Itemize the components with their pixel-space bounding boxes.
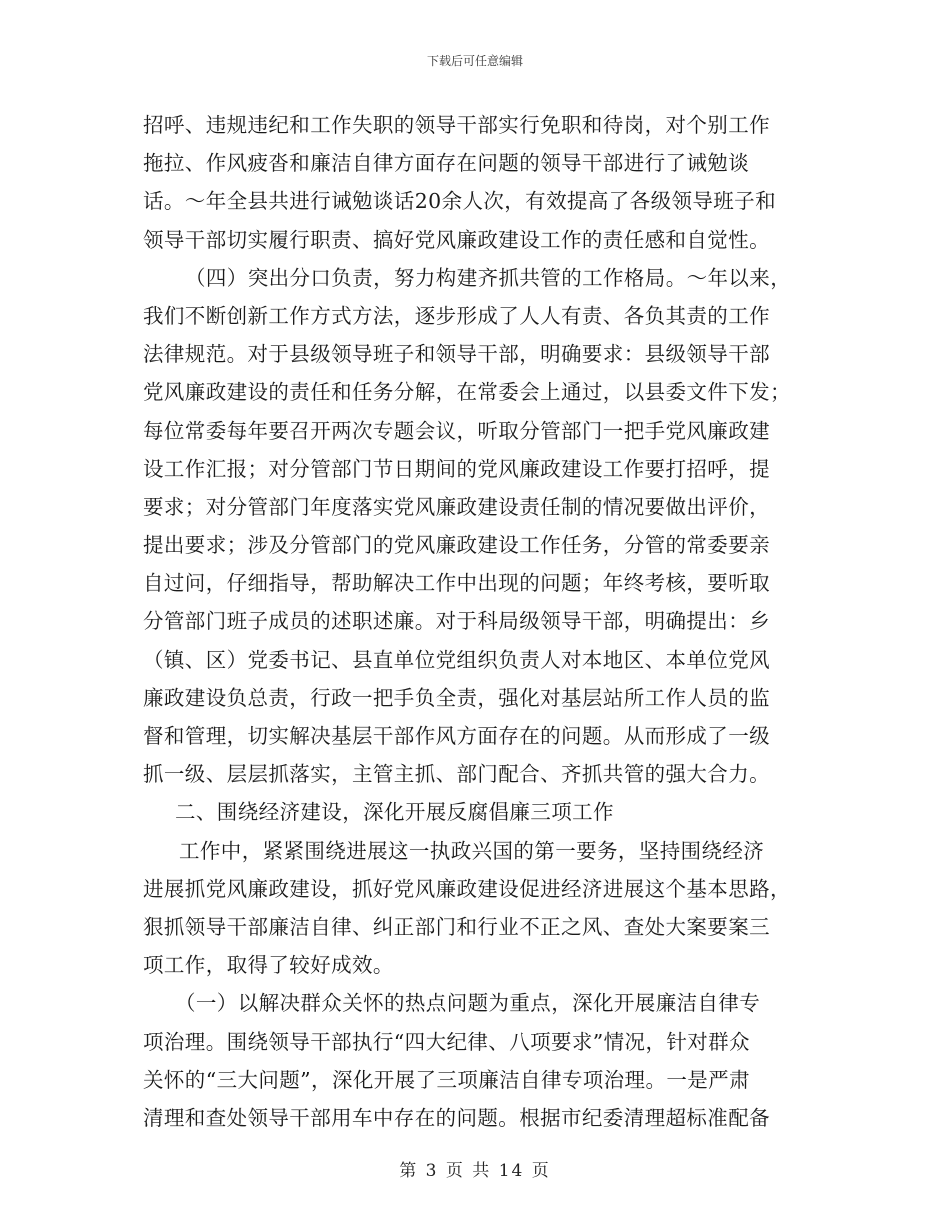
body-line: 招呼、违规违纪和工作失职的领导干部实行免职和待岗，对个别工作 [143,113,770,137]
body-line: 狠抓领导干部廉洁自律、纠正部门和行业不正之风、查处大案要案三 [143,914,770,939]
body-line: 话。～年全县共进行诫勉谈话20余人次，有效提高了各级领导班子和 [143,189,776,214]
body-line: 清理和查处领导干部用车中存在的问题。根据市纪委清理超标准配备 [143,1105,770,1130]
body-line: 法律规范。对于县级领导班子和领导干部，明确要求：县级领导干部 [143,342,770,367]
body-line: 拖拉、作风疲沓和廉洁自律方面存在问题的领导干部进行了诫勉谈 [143,151,750,176]
body-line: 提出要求；涉及分管部门的党风廉政建设工作任务，分管的常委要亲 [143,533,770,558]
page-header: 下载后可任意编辑 [426,54,523,68]
document-body [143,106,803,1137]
body-line: 进展抓党风廉政建设，抓好党风廉政建设促进经济进展这个基本思路， [143,876,791,901]
body-line: 抓一级、层层抓落实，主管主抓、部门配合、齐抓共管的强大合力。 [143,762,770,787]
body-line: 项工作，取得了较好成效。 [143,953,394,978]
body-line: 党风廉政建设的责任和任务分解，在常委会上通过，以县委文件下发； [143,380,791,405]
body-line: 我们不断创新工作方式方法，逐步形成了人人有责、各负其责的工作 [143,303,770,328]
body-line: 督和管理，切实解决基层干部作风方面存在的问题。从而形成了一级 [143,724,770,748]
body-line: 廉政建设负总责，行政一把手负全责，强化对基层站所工作人员的监 [143,685,770,710]
paragraph-start-line: （一）以解决群众关怀的热点问题为重点，深化开展廉洁自律专 [175,991,761,1016]
body-line: 每位常委每年要召开两次专题会议，听取分管部门一把手党风廉政建 [143,418,770,443]
page-number-footer: 第 3 页 共 14 页 [399,1161,551,1181]
body-line: 领导干部切实履行职责、搞好党风廉政建设工作的责任感和自觉性。 [143,227,770,252]
paragraph-start-line: 工作中，紧紧围绕进展这一执政兴国的第一要务，坚持围绕经济 [179,838,765,863]
section-heading: 二、围绕经济建设，深化开展反腐倡廉三项工作 [175,800,614,825]
body-line: 自过问，仔细指导，帮助解决工作中出现的问题；年终考核，要听取 [143,571,770,596]
body-line: 项治理。围绕领导干部执行“四大纪律、八项要求”情况，针对群众 [143,1029,750,1054]
paragraph-start-line: （四）突出分口负责，努力构建齐抓共管的工作格局。～年以来， [185,265,792,290]
body-line: 要求；对分管部门年度落实党风廉政建设责任制的情况要做出评价， [143,494,770,519]
body-line: 关怀的“三大问题”，深化开展了三项廉洁自律专项治理。一是严肃 [143,1067,750,1092]
body-line: 设工作汇报；对分管部门节日期间的党风廉政建设工作要打招呼，提 [143,456,770,481]
body-line: 分管部门班子成员的述职述廉。对于科局级领导干部，明确提出：乡 [143,609,770,634]
body-line: （镇、区）党委书记、县直单位党组织负责人对本地区、本单位党风 [143,647,770,672]
